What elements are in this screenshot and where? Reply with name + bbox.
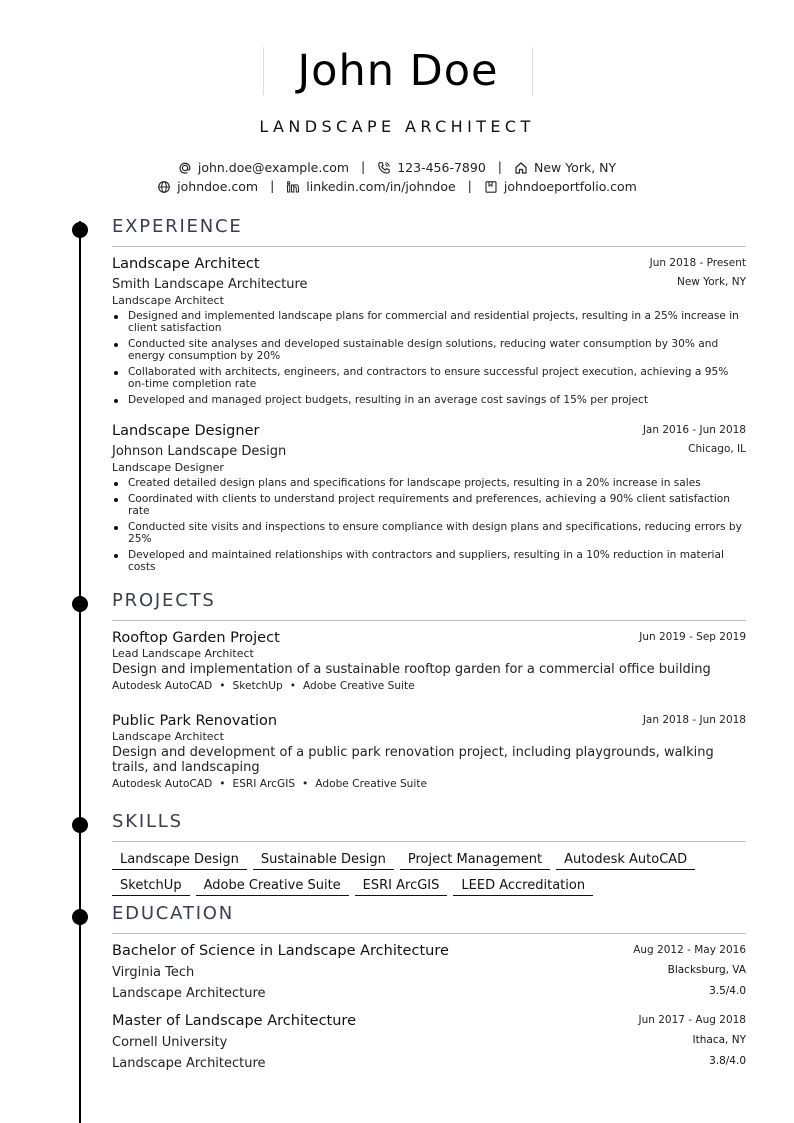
- skill-tag: Landscape Design: [112, 852, 247, 870]
- gpa: 3.8/4.0: [709, 1055, 746, 1067]
- bullet-item: Conducted site visits and inspections to ensure compliance with design plans and specifications, reducing errors by 25%: [112, 521, 746, 545]
- contact-separator: |: [467, 178, 472, 193]
- job-position: Landscape Architect: [112, 256, 260, 272]
- contact-separator: |: [497, 159, 502, 174]
- job-location: New York, NY: [676, 276, 746, 288]
- portfolio-icon: [484, 180, 498, 194]
- degree: Master of Landscape Architecture: [112, 1013, 356, 1029]
- section-divider: [112, 246, 746, 247]
- tool-separator: •: [302, 778, 309, 790]
- contact-website[interactable]: [157, 179, 258, 194]
- section-title-projects: PROJECTS: [112, 590, 216, 611]
- education-dates: Aug 2012 - May 2016: [633, 944, 746, 956]
- project-title: Rooftop Garden Project: [112, 630, 280, 646]
- job-bullets: [112, 310, 746, 406]
- school-location: Ithaca, NY: [692, 1034, 746, 1046]
- section-divider: [112, 841, 746, 842]
- tool-item: ESRI ArcGIS: [232, 778, 296, 790]
- home-icon: [514, 161, 528, 175]
- project-role: Lead Landscape Architect: [112, 647, 254, 660]
- globe-icon: [157, 180, 171, 194]
- tool-item: SketchUp: [232, 680, 283, 692]
- timeline-dot-skills: [72, 817, 88, 833]
- skill-tag: Sustainable Design: [253, 852, 394, 870]
- contact-separator: |: [270, 178, 275, 193]
- bullet-item: Collaborated with architects, engineers, and contractors to ensure successful project execution, achieving a 95% on-time completion rate: [112, 366, 746, 390]
- bullet-item: Developed and managed project budgets, resulting in an average cost savings of 15% per project: [112, 394, 746, 406]
- school-location: Blacksburg, VA: [667, 964, 746, 976]
- degree: Bachelor of Science in Landscape Architecture: [112, 943, 449, 959]
- linkedin-icon: [286, 180, 300, 194]
- tool-separator: •: [289, 680, 296, 692]
- job-role: Landscape Designer: [112, 461, 224, 474]
- school-name: Cornell University: [112, 1035, 228, 1050]
- contact-row-1: [0, 159, 794, 175]
- bullet-item: Coordinated with clients to understand project requirements and preferences, achieving a 90% client satisfaction rate: [112, 493, 746, 517]
- candidate-name: John Doe: [297, 46, 499, 96]
- skill-tag: SketchUp: [112, 878, 190, 896]
- project-description: Design and development of a public park renovation project, including playgrounds, walking trails, and landscaping: [112, 745, 714, 775]
- contact-phone[interactable]: [377, 160, 486, 175]
- timeline-dot-experience: [72, 222, 88, 238]
- phone-text: 123-456-7890: [397, 160, 486, 175]
- section-title-skills: SKILLS: [112, 811, 183, 832]
- school-name: Virginia Tech: [112, 965, 195, 980]
- tool-item: Adobe Creative Suite: [302, 680, 415, 692]
- skill-tag: LEED Accreditation: [453, 878, 593, 896]
- project-description: Design and implementation of a sustainable rooftop garden for a commercial office building: [112, 662, 711, 677]
- skills-list: [112, 848, 752, 900]
- job-location: Chicago, IL: [688, 443, 746, 455]
- experience-entry: [112, 253, 746, 410]
- timeline-line: [79, 221, 81, 1123]
- job-dates: Jan 2016 - Jun 2018: [642, 424, 746, 436]
- project-entry: [112, 627, 746, 692]
- section-title-education: EDUCATION: [112, 903, 235, 924]
- contact-email[interactable]: [178, 160, 349, 175]
- tool-item: Autodesk AutoCAD: [112, 680, 213, 692]
- timeline-dot-education: [72, 909, 88, 925]
- job-dates: Jun 2018 - Present: [649, 257, 746, 269]
- bullet-item: Designed and implemented landscape plans for commercial and residential projects, resulting in a 25% increase in client satisfaction: [112, 310, 746, 334]
- bullet-item: Created detailed design plans and specifications for landscape projects, resulting in a 20% increase in sales: [112, 477, 746, 489]
- contact-row-2: [0, 178, 794, 194]
- project-role: Landscape Architect: [112, 730, 224, 743]
- portfolio-text: johndoeportfolio.com: [503, 179, 637, 194]
- job-bullets: [112, 477, 746, 573]
- bullet-item: Conducted site analyses and developed sustainable design solutions, reducing water consumption by 30% and energy consumption by 20%: [112, 338, 746, 362]
- project-entry: [112, 710, 746, 790]
- timeline-dot-projects: [72, 596, 88, 612]
- phone-icon: [377, 161, 391, 175]
- website-text: johndoe.com: [177, 179, 259, 194]
- field-of-study: Landscape Architecture: [112, 986, 266, 1001]
- company-name: Smith Landscape Architecture: [112, 277, 308, 292]
- experience-entry: [112, 420, 746, 577]
- contact-portfolio[interactable]: [484, 179, 637, 194]
- education-entry: [112, 940, 746, 1001]
- project-tools: [112, 680, 746, 692]
- contact-linkedin[interactable]: [286, 179, 455, 194]
- gpa: 3.5/4.0: [709, 985, 746, 997]
- company-name: Johnson Landscape Design: [112, 444, 287, 459]
- tool-item: Adobe Creative Suite: [315, 778, 428, 790]
- education-dates: Jun 2017 - Aug 2018: [638, 1014, 746, 1026]
- section-title-experience: EXPERIENCE: [112, 216, 243, 237]
- tool-item: Autodesk AutoCAD: [112, 778, 213, 790]
- bullet-item: Developed and maintained relationships with contractors and suppliers, resulting in a 10% reduction in material costs: [112, 549, 746, 573]
- project-title: Public Park Renovation: [112, 713, 278, 729]
- name-block: [263, 47, 533, 95]
- skill-tag: ESRI ArcGIS: [355, 878, 448, 896]
- field-of-study: Landscape Architecture: [112, 1056, 266, 1071]
- linkedin-text: linkedin.com/in/johndoe: [306, 179, 456, 194]
- section-divider: [112, 620, 746, 621]
- at-icon: [178, 161, 192, 175]
- tool-separator: •: [219, 778, 226, 790]
- contact-location: [514, 160, 616, 175]
- location-text: New York, NY: [533, 160, 617, 175]
- tool-separator: •: [219, 680, 226, 692]
- skill-tag: Autodesk AutoCAD: [556, 852, 695, 870]
- skill-tag: Project Management: [400, 852, 550, 870]
- section-divider: [112, 933, 746, 934]
- project-dates: Jun 2019 - Sep 2019: [639, 631, 746, 643]
- project-dates: Jan 2018 - Jun 2018: [642, 714, 746, 726]
- job-role: Landscape Architect: [112, 294, 224, 307]
- email-text: john.doe@example.com: [197, 160, 350, 175]
- contact-separator: |: [361, 159, 366, 174]
- job-position: Landscape Designer: [112, 423, 260, 439]
- skill-tag: Adobe Creative Suite: [196, 878, 349, 896]
- job-title: LANDSCAPE ARCHITECT: [259, 117, 535, 136]
- education-entry: [112, 1010, 746, 1071]
- project-tools: [112, 778, 746, 790]
